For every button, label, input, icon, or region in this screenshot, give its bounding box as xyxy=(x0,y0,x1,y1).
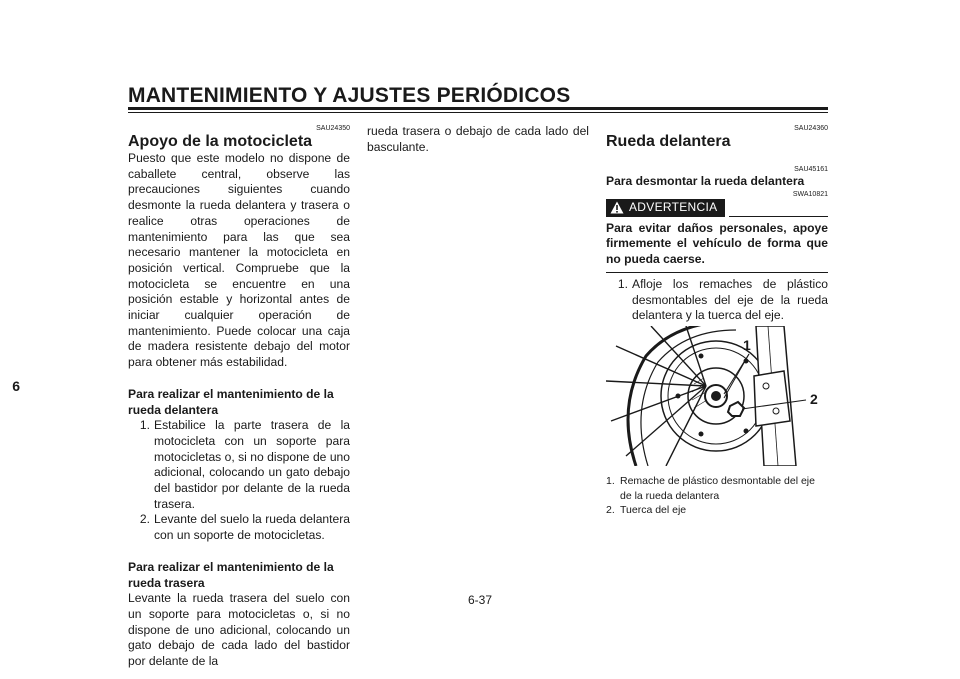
continued-paragraph: rueda trasera o debajo de cada lado del basculante. xyxy=(367,124,589,154)
step-number: 1. xyxy=(139,418,150,433)
page-number: 6-37 xyxy=(467,593,493,607)
section-code: SAU24360 xyxy=(794,125,828,132)
middle-column xyxy=(367,124,589,155)
warning-code: SWA10821 xyxy=(792,190,828,198)
chapter-tab: 6 xyxy=(12,378,20,394)
step-text: Afloje los remaches de plástico desmontables del eje de la rueda delantera y la tuerca del eje. xyxy=(632,276,828,323)
caption-text: Remache de plástico desmontable del eje de la rueda delantera xyxy=(620,475,815,502)
list-item xyxy=(606,277,828,324)
figure-caption xyxy=(606,474,828,518)
section-heading: Apoyo de la motocicleta xyxy=(128,133,313,150)
step-number: 2. xyxy=(139,512,150,527)
front-wheel-figure xyxy=(606,326,826,466)
step-text: Levante del suelo la rueda delantera con un soporte de motocicletas. xyxy=(154,512,350,543)
left-column xyxy=(128,124,350,670)
warning-triangle-icon xyxy=(610,201,624,214)
subsection-heading: Para desmontar la rueda delantera xyxy=(606,174,805,188)
warning-label: ADVERTENCIA xyxy=(629,199,718,214)
section-code: SAU24350 xyxy=(316,125,350,132)
page-header-title: MANTENIMIENTO Y AJUSTES PERIÓDICOS xyxy=(128,84,571,107)
callout-2: 2 xyxy=(810,391,818,407)
front-wheel-illustration xyxy=(606,326,826,466)
header-rule-thin xyxy=(128,112,828,113)
list-item xyxy=(128,418,350,512)
list-item xyxy=(128,512,350,543)
warning-end-rule xyxy=(606,272,828,273)
callout-1: 1 xyxy=(743,337,751,353)
step-text: Estabilice la parte trasera de la motocicleta con un soporte para motocicletas o, si no dispone de uno adicional, colocando un gato debajo del bastidor por delante de la rueda trasera. xyxy=(154,418,350,511)
header-rule xyxy=(128,107,828,110)
rear-wheel-heading: Para realizar el mantenimiento de la rueda trasera xyxy=(128,559,334,590)
caption-text: Tuerca del eje xyxy=(620,504,687,516)
list-item xyxy=(606,503,828,518)
section-heading: Rueda delantera xyxy=(606,133,731,150)
warning-badge xyxy=(606,199,725,217)
right-column xyxy=(606,124,828,324)
warning-text: Para evitar daños personales, apoye firmemente el vehículo de forma que no pueda caerse. xyxy=(606,220,828,267)
rear-wheel-paragraph: Levante la rueda trasera del suelo con un soporte para motocicletas o, si no dispone de uno adicional, colocando un gato debajo de cada lado del bastidor por delante de la xyxy=(128,591,350,669)
list-item xyxy=(606,474,828,503)
caption-number: 2. xyxy=(606,504,615,516)
subsection-code: SAU45161 xyxy=(794,166,828,173)
intro-paragraph: Puesto que este modelo no dispone de caballete central, observe las precauciones siguientes cuando desmonte la rueda delantera y trasera o realice otras operaciones de mantenimiento para las que sea necesario mantener la motocicleta en posición vertical. Compruebe que la motocicleta se encuentre en una posición estable y horizontal antes de iniciar cualquier operación de mantenimiento. Puede colocar una caja de madera resistente debajo del motor para obtener más estabilidad. xyxy=(128,151,350,370)
caption-number: 1. xyxy=(606,475,615,487)
warning-rule xyxy=(729,216,828,217)
front-wheel-heading: Para realizar el mantenimiento de la rueda delantera xyxy=(128,386,334,417)
step-number: 1. xyxy=(617,276,628,291)
warning-header xyxy=(606,199,828,217)
